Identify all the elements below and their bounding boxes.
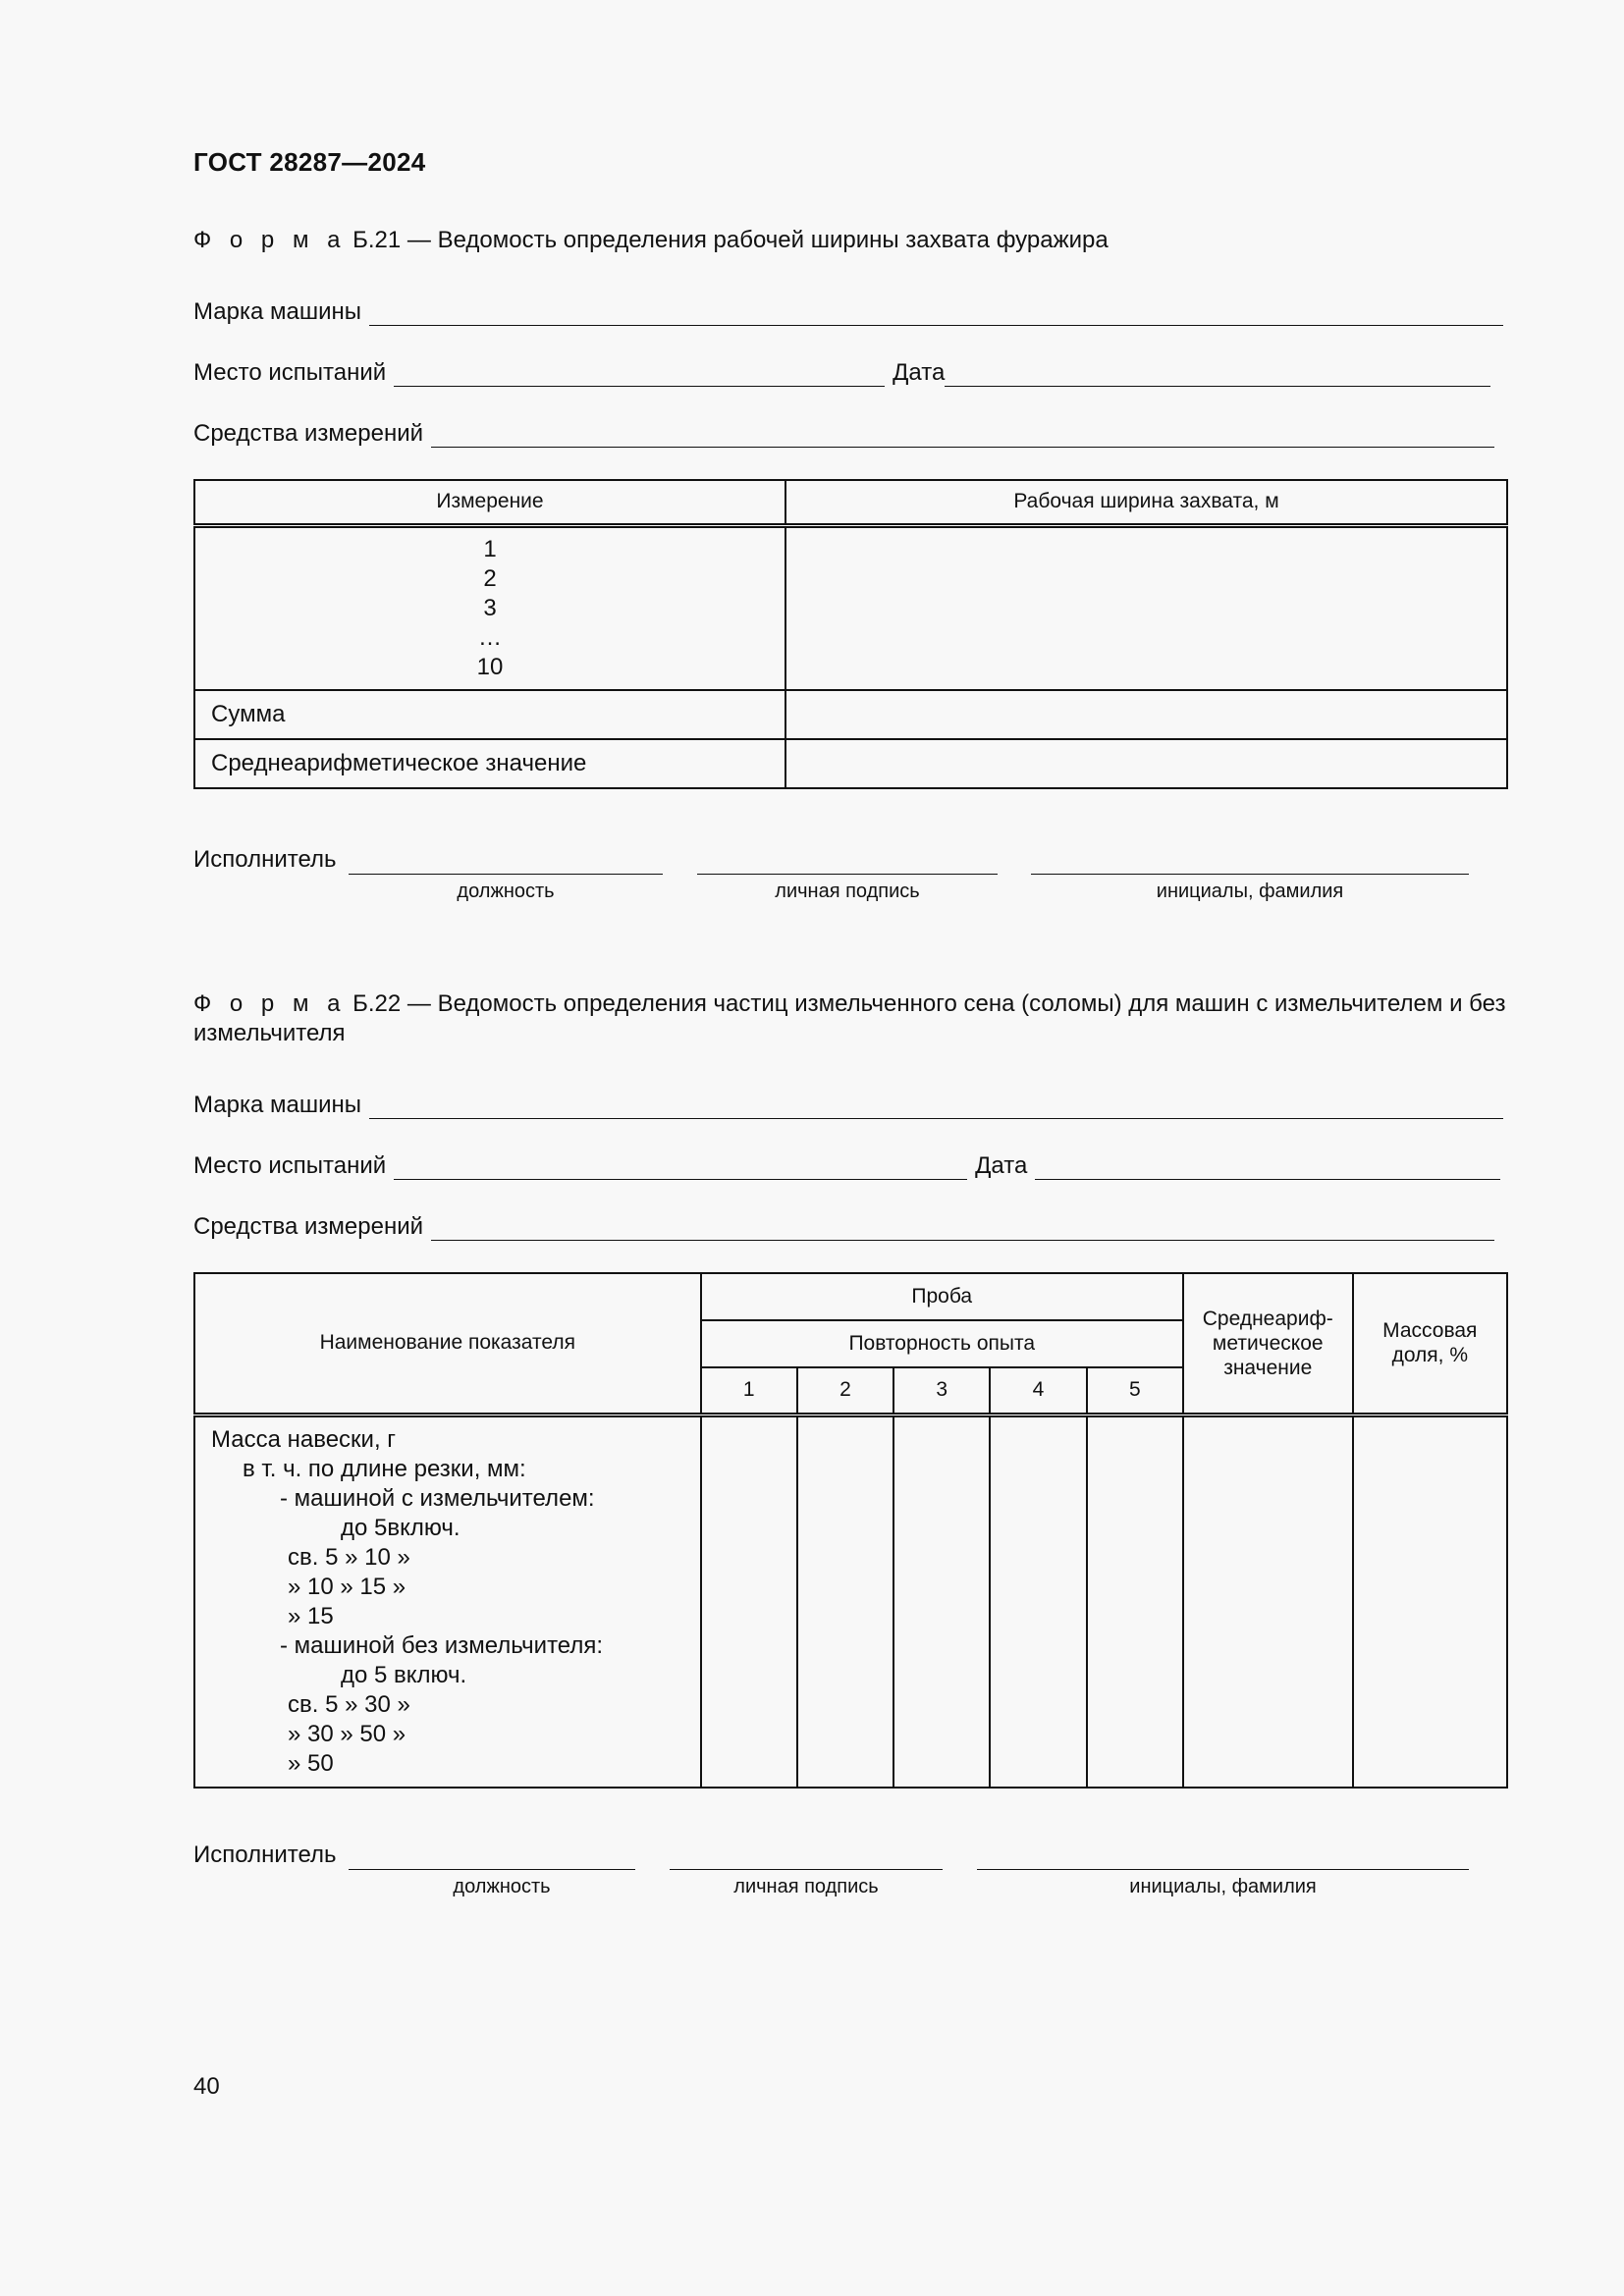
form1-machine-field[interactable] [369,297,1503,326]
form2-machine-field[interactable] [369,1091,1503,1119]
repeat-col-header: 3 [893,1367,990,1415]
form1-sum-value[interactable] [785,690,1507,739]
document-id: ГОСТ 28287—2024 [193,147,426,177]
measurement-item: 3 [483,594,497,621]
form2-place-row [193,1147,1500,1180]
form2-machine-row [193,1086,1503,1119]
form1-width-values-cell[interactable] [785,525,1507,690]
mean-header-line: метическое [1212,1331,1324,1355]
measurement-item: 2 [483,564,497,592]
form2-indicators-cell [194,1415,701,1788]
form2-title-line1: Б.22 — Ведомость определения частиц измельченного сена (соломы) для машин с измельчителем и без [352,990,1506,1017]
form2-sample-header: Проба [701,1273,1183,1320]
form2-repeat-header: Повторность опыта [701,1320,1183,1367]
form2-place-label: Место испытаний [193,1152,387,1179]
repeat-4-values[interactable] [990,1415,1086,1788]
mean-values[interactable] [1183,1415,1353,1788]
form1-name-caption: инициалы, фамилия [1156,881,1344,902]
form1-col2-header: Рабочая ширина захвата, м [785,480,1507,525]
share-header-line: доля, % [1391,1344,1468,1367]
form2-table [193,1272,1508,1789]
form2-name-line[interactable] [977,1869,1469,1870]
mean-header-line: значение [1223,1356,1313,1379]
form1-place-field[interactable] [394,358,885,387]
indicator-row: св. 5 » 10 » [288,1543,410,1571]
form1-position-line[interactable] [349,874,663,875]
repeat-col-header: 2 [797,1367,893,1415]
form1-mean-value[interactable] [785,739,1507,788]
indicator-row: в т. ч. по длине резки, мм: [243,1455,526,1482]
form1-title-text: Б.21 — Ведомость определения рабочей ширины захвата фуражира [352,227,1109,253]
form1-position-caption: должность [457,881,555,902]
form1-instruments-row [193,414,1494,448]
form1-prefix: Ф о р м а [193,227,347,253]
repeat-5-values[interactable] [1087,1415,1183,1788]
form2-place-field[interactable] [394,1151,967,1180]
form1-place-label: Место испытаний [193,359,387,386]
form2-instruments-label: Средства измерений [193,1213,424,1240]
indicator-row: » 15 [288,1602,334,1629]
repeat-1-values[interactable] [701,1415,797,1788]
indicator-row: - машиной с измельчителем: [280,1484,595,1512]
form1-instruments-field[interactable] [431,419,1494,448]
form1-title [193,226,1509,255]
indicator-row: » 10 » 15 » [288,1573,406,1600]
indicator-row: » 30 » 50 » [288,1720,406,1747]
mass-share-values[interactable] [1353,1415,1507,1788]
mean-header-line: Среднеариф- [1202,1307,1333,1330]
form2-title-line2: измельчителя [193,1020,346,1046]
form2-machine-label: Марка машины [193,1092,362,1118]
form1-col1-header: Измерение [194,480,785,525]
form2-name-header: Наименование показателя [194,1273,701,1415]
form1-name-line[interactable] [1031,874,1469,875]
indicator-row: до 5 включ. [341,1661,467,1688]
repeat-3-values[interactable] [893,1415,990,1788]
form1-date-field[interactable] [945,358,1490,387]
form2-position-caption: должность [453,1876,551,1897]
form1-machine-label: Марка машины [193,298,362,325]
indicator-row: до 5включ. [341,1514,460,1541]
indicator-row: » 50 [288,1749,334,1777]
form1-instruments-label: Средства измерений [193,420,424,447]
form2-executor-label: Исполнитель [193,1842,337,1868]
form2-position-line[interactable] [349,1869,635,1870]
repeat-col-header: 4 [990,1367,1086,1415]
measurement-item: 1 [483,535,497,562]
form1-table [193,479,1508,789]
measurement-item: 10 [476,653,504,680]
form2-date-label: Дата [975,1152,1028,1179]
share-header-line: Массовая [1382,1319,1478,1343]
form1-mean-label: Среднеарифметическое значение [194,739,785,788]
form2-name-caption: инициалы, фамилия [1129,1876,1317,1897]
form2-instruments-row [193,1207,1494,1241]
form1-executor-label: Исполнитель [193,846,337,873]
page-number: 40 [193,2073,220,2100]
indicator-row: св. 5 » 30 » [288,1690,410,1718]
form1-signature-caption: личная подпись [775,881,920,902]
form1-machine-row [193,293,1503,326]
form1-signature-line[interactable] [697,874,998,875]
indicator-row: Масса навески, г [211,1425,397,1453]
form2-prefix: Ф о р м а [193,990,347,1017]
form2-signature-line[interactable] [670,1869,943,1870]
form2-signature-caption: личная подпись [733,1876,879,1897]
form1-date-label: Дата [893,359,946,386]
form1-place-row [193,353,1490,387]
measurement-item: … [478,623,502,651]
form1-measurements-cell [194,525,785,690]
form1-sum-label: Сумма [194,690,785,739]
repeat-col-header: 1 [701,1367,797,1415]
form2-mean-header [1183,1273,1353,1415]
indicator-row: - машиной без измельчителя: [280,1631,604,1659]
form2-title [193,989,1509,1048]
repeat-col-header: 5 [1087,1367,1183,1415]
form2-instruments-field[interactable] [431,1212,1494,1241]
form2-date-field[interactable] [1035,1151,1500,1180]
repeat-2-values[interactable] [797,1415,893,1788]
form2-share-header [1353,1273,1507,1415]
